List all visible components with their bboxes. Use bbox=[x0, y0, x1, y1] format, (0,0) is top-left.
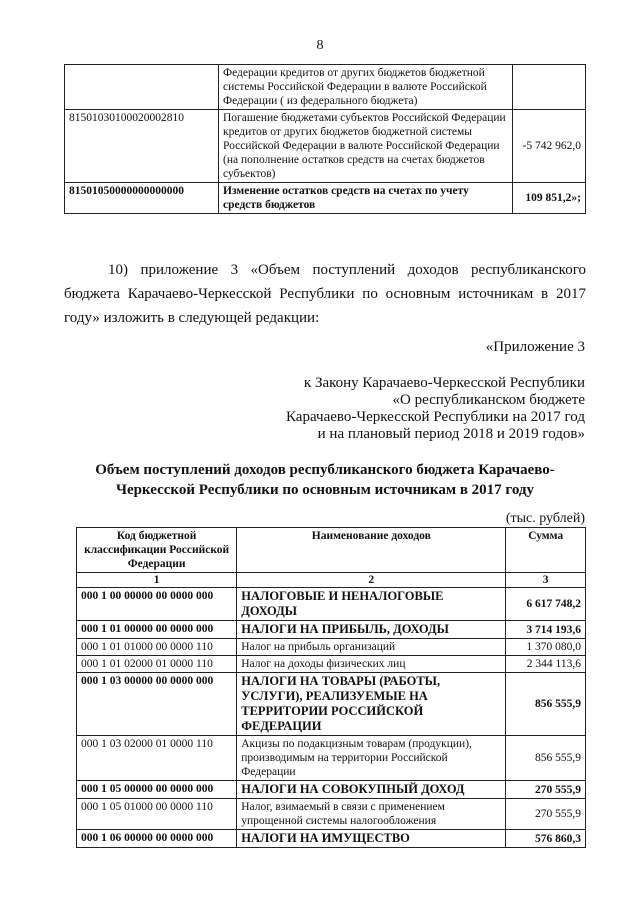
document-title: Объем поступлений доходов республиканского бюджета Карачаево-Черкесской Республики по основным источникам в 2017 году bbox=[95, 462, 555, 498]
code-cell: 000 1 05 01000 00 0000 110 bbox=[77, 799, 237, 830]
appendix-line-3: Карачаево-Черкесской Республики на 2017 год bbox=[286, 409, 585, 425]
name-cell: Погашение бюджетами субъектов Российской Федерации кредитов от других бюджетов бюджетной системы Российской Федерации в валюте Российской Федерации (на пополнение остатков средств на счетах бюджетов субъектов) bbox=[219, 110, 513, 183]
name-cell: Налог на доходы физических лиц bbox=[237, 656, 506, 673]
appendix-line-2: «О республиканском бюджете bbox=[392, 392, 585, 408]
column-number: 3 bbox=[506, 573, 586, 588]
header-sum: Сумма bbox=[506, 528, 586, 573]
code-cell: 000 1 01 01000 00 0000 110 bbox=[77, 639, 237, 656]
table-row bbox=[77, 639, 586, 656]
appendix-label-block bbox=[255, 339, 585, 356]
sum-cell: -5 742 962,0 bbox=[513, 110, 586, 183]
table-row bbox=[77, 736, 586, 781]
code-cell: 000 1 03 02000 01 0000 110 bbox=[77, 736, 237, 781]
code-cell: 000 1 05 00000 00 0000 000 bbox=[77, 781, 237, 799]
table-row bbox=[77, 673, 586, 736]
code-cell bbox=[65, 65, 219, 110]
sum-cell: 109 851,2»; bbox=[513, 183, 586, 214]
column-number: 2 bbox=[237, 573, 506, 588]
table-row bbox=[65, 65, 586, 110]
sum-cell: 3 714 193,6 bbox=[506, 621, 586, 639]
sum-cell bbox=[513, 65, 586, 110]
code-cell: 000 1 06 00000 00 0000 000 bbox=[77, 830, 237, 848]
sum-cell: 2 344 113,6 bbox=[506, 656, 586, 673]
column-number-row bbox=[77, 573, 586, 588]
column-number: 1 bbox=[77, 573, 237, 588]
table-row bbox=[77, 799, 586, 830]
name-cell: Изменение остатков средств на счетах по учету средств бюджетов bbox=[219, 183, 513, 214]
name-cell: Налог, взимаемый в связи с применением упрощенной системы налогообложения bbox=[237, 799, 506, 830]
code-cell: 000 1 03 00000 00 0000 000 bbox=[77, 673, 237, 736]
sum-cell: 856 555,9 bbox=[506, 673, 586, 736]
sources-table-continuation bbox=[64, 64, 586, 214]
code-cell: 000 1 00 00000 00 0000 000 bbox=[77, 588, 237, 621]
sum-cell: 270 555,9 bbox=[506, 799, 586, 830]
sum-cell: 6 617 748,2 bbox=[506, 588, 586, 621]
name-cell: НАЛОГИ НА ИМУЩЕСТВО bbox=[237, 830, 506, 848]
table-row bbox=[77, 781, 586, 799]
appendix-label: «Приложение 3 bbox=[485, 339, 585, 355]
code-cell: 81501030100020002810 bbox=[65, 110, 219, 183]
code-cell: 81501050000000000000 bbox=[65, 183, 219, 214]
unit-label: (тыс. рублей) bbox=[505, 511, 585, 526]
amendment-paragraph bbox=[64, 258, 586, 330]
paragraph-text: 10) приложение 3 «Объем поступлений доходов республиканского бюджета Карачаево-Черкесской Республики по основным источникам в 2017 году» изложить в следующей редакции: bbox=[64, 262, 586, 326]
appendix-line-1: к Закону Карачаево-Черкесской Республики bbox=[303, 375, 585, 391]
appendix-reference bbox=[255, 375, 585, 443]
name-cell: Федерации кредитов от других бюджетов бюджетной системы Российской Федерации в валюте Российской Федерации ( из федерального бюджета) bbox=[219, 65, 513, 110]
table-row bbox=[77, 588, 586, 621]
name-cell: НАЛОГИ НА ТОВАРЫ (РАБОТЫ, УСЛУГИ), РЕАЛИЗУЕМЫЕ НА ТЕРРИТОРИИ РОССИЙСКОЙ ФЕДЕРАЦИИ bbox=[237, 673, 506, 736]
name-cell: Налог на прибыль организаций bbox=[237, 639, 506, 656]
header-name: Наименование доходов bbox=[237, 528, 506, 573]
name-cell: НАЛОГИ НА СОВОКУПНЫЙ ДОХОД bbox=[237, 781, 506, 799]
name-cell: НАЛОГОВЫЕ И НЕНАЛОГОВЫЕ ДОХОДЫ bbox=[237, 588, 506, 621]
code-cell: 000 1 01 00000 00 0000 000 bbox=[77, 621, 237, 639]
sum-cell: 1 370 080,0 bbox=[506, 639, 586, 656]
table-row bbox=[77, 621, 586, 639]
table-row bbox=[65, 110, 586, 183]
sum-cell: 270 555,9 bbox=[506, 781, 586, 799]
name-cell: НАЛОГИ НА ПРИБЫЛЬ, ДОХОДЫ bbox=[237, 621, 506, 639]
sum-cell: 576 860,3 bbox=[506, 830, 586, 848]
page-number: 8 bbox=[316, 38, 324, 53]
sum-cell: 856 555,9 bbox=[506, 736, 586, 781]
table-row bbox=[77, 830, 586, 848]
income-table bbox=[76, 527, 586, 848]
table-row bbox=[65, 183, 586, 214]
name-cell: Акцизы по подакцизным товарам (продукции), производимым на территории Российской Федерации bbox=[237, 736, 506, 781]
header-code: Код бюджетной классификации Российской Федерации bbox=[77, 528, 237, 573]
table-row bbox=[77, 656, 586, 673]
appendix-line-4: и на плановый период 2018 и 2019 годов» bbox=[317, 426, 585, 442]
code-cell: 000 1 01 02000 01 0000 110 bbox=[77, 656, 237, 673]
table-header-row bbox=[77, 528, 586, 573]
